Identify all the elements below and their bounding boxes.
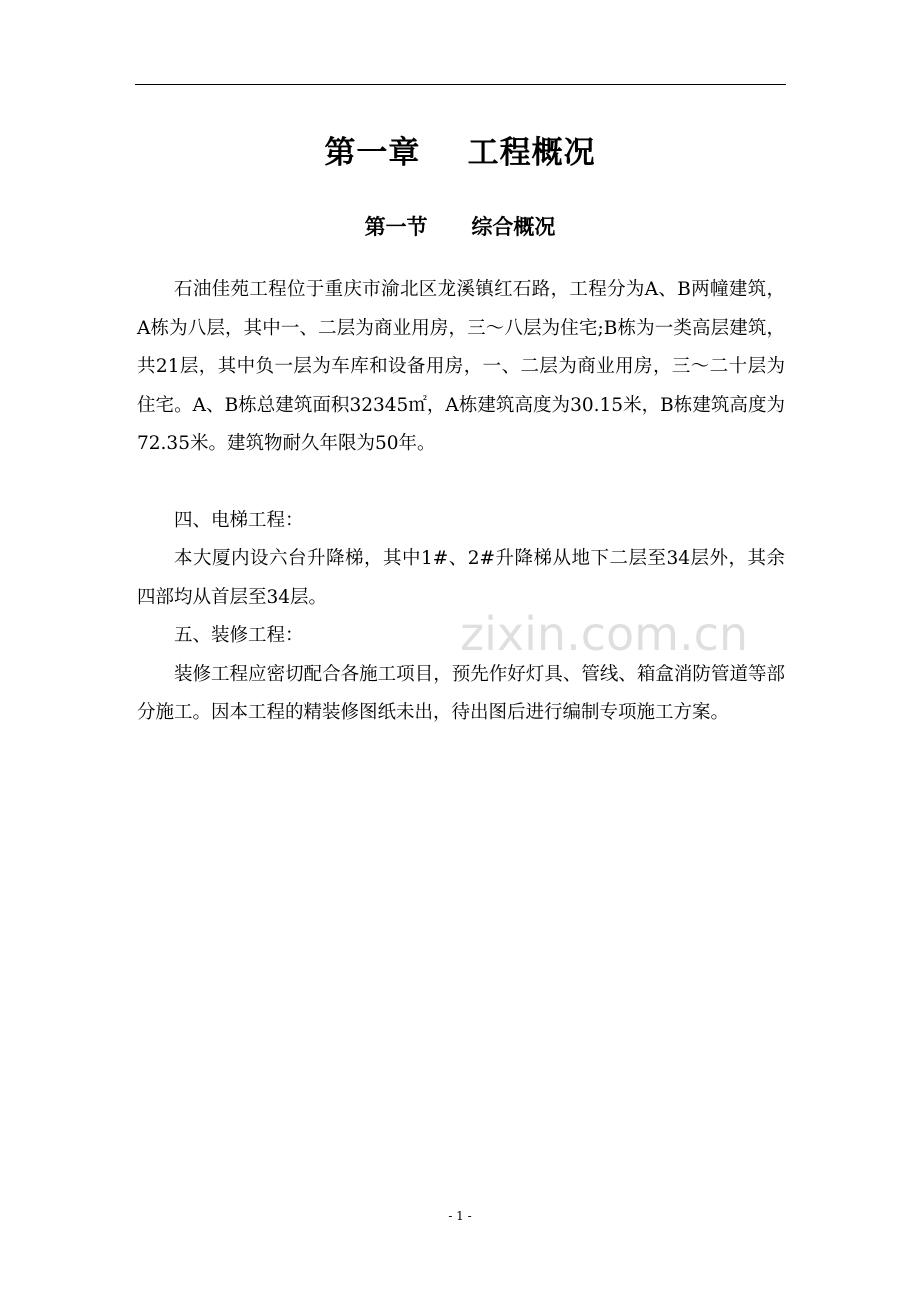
decoration-heading: 五、装修工程： <box>174 625 304 646</box>
elevator-paragraph: 本大厦内设六台升降梯，其中1#、2#升降梯从地下二层至34层外，其余四部均从首层至34层。 <box>137 548 785 608</box>
paragraph-gap <box>137 464 785 502</box>
page-number: - 1 - <box>448 1209 472 1223</box>
watermark: zixin.com.cn <box>460 607 749 661</box>
decoration-paragraph: 装修工程应密切配合各施工项目，预先作好灯具、管线、箱盒消防管道等部分施工。因本工程的精装修图纸未出，待出图后进行编制专项施工方案。 <box>137 663 785 723</box>
section-title: 第一节 综合概况 <box>364 214 556 239</box>
overview-paragraph: 石油佳苑工程位于重庆市渝北区龙溪镇红石路，工程分为A、B两幢建筑，A栋为八层，其中一、二层为商业用房，三～八层为住宅;B栋为一类高层建筑，共21层，其中负一层为车库和设备用房，一、二层为商业用房，三～二十层为住宅。A、B栋总建筑面积32345㎡，A栋建筑高度为30.15米，B栋建筑高度为72.35米。建筑物耐久年限为50年。 <box>137 279 785 454</box>
chapter-title: 第一章 工程概况 <box>324 135 596 171</box>
document-body <box>137 271 785 733</box>
header-rule <box>135 84 786 85</box>
elevator-heading: 四、电梯工程： <box>174 509 304 531</box>
